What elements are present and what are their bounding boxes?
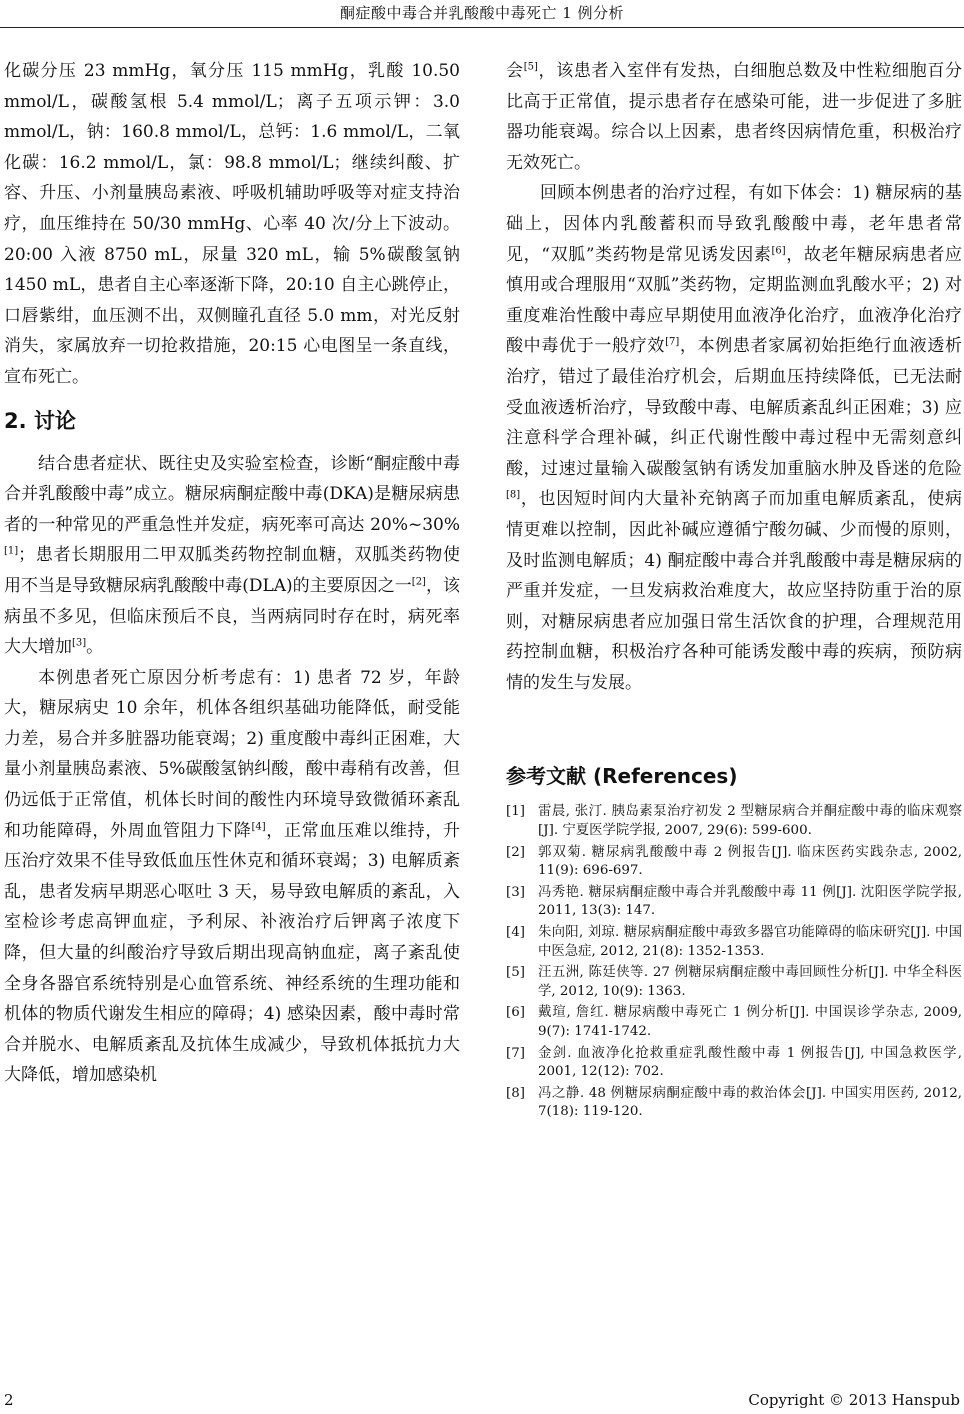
paragraph-lab-results: 化碳分压 23 mmHg，氧分压 115 mmHg，乳酸 10.50 mmol/L，碳酸氢根 5.4 mmol/L；离子五项示钾：3.0 mmol/L，钠：160.8 mmol/L，总钙：1.6 mmol/L，二氧化碳：16.2 mmol/L，氯：98.8 mmol/L；继续纠酸、扩容、升压、小剂量胰岛素液、呼吸机辅助呼吸等对症支持治疗，血压维持在 50/30 mmHg、心率 40 次/分上下波动。20:00 入液 8750 mL，尿量 320 mL，输 5%碳酸氢钠 1450 mL，患者自主心率逐渐下降，20:10 自主心跳停止，口唇紫绀，血压测不出，双侧瞳孔直径 5.0 mm，对光反射消失，家属放弃一切抢救措施，20:15 心电图呈一条直线，宣布死亡。 (4, 61, 460, 387)
reference-text: 戴瑄, 詹红. 糖尿病酸中毒死亡 1 例分析[J]. 中国误诊学杂志, 2009, 9(7): 1741-1742. (538, 1005, 962, 1039)
paragraph-infection-continued (506, 56, 962, 178)
copyright-notice: Copyright © 2013 Hanspub (748, 1391, 960, 1409)
text-segment: ，正常血压难以维持，升压治疗效果不佳导致低血压性休克和循环衰竭；3) 电解质紊乱，患者发病早期恶心呕吐 3 天，易导致电解质的紊乱，入室检诊考虑高钾血症，予利尿、补液治疗后钾离子浓度下降，但大量的纠酸治疗导致后期出现高钠血症，离子紊乱使全身各器官系统特别是心血管系统、神经系统的生理功能和机体的物质代谢发生相应的障碍；4) 感染因素，酸中毒时常合并脱水、电解质紊乱及抗体生成减少，导致机体抵抗力大大降低，增加感染机 (4, 820, 461, 1086)
reference-item (506, 964, 962, 1001)
reference-list (506, 803, 962, 1122)
reference-text: 冯之静. 48 例糖尿病酮症酸中毒的救治体会[J]. 中国实用医药, 2012, 7(18): 119-120. (538, 1085, 962, 1120)
text-segment: 本例患者死亡原因分析考虑有：1) 患者 72 岁，年龄大，糖尿病史 10 余年，机体各组织基础功能降低，耐受能力差，易合并多脏器功能衰竭；2) 重度酸中毒纠正困难，大量小剂量胰岛素液、5%碳酸氢钠纠酸，酸中毒稍有改善，但仍远低于正常值，机体长时间的酸性内环境导致微循环紊乱和功能障碍，外周血管阻力下降 (4, 667, 460, 841)
citation-ref-6[interactable]: [6] (771, 244, 786, 256)
paragraph-lessons (506, 178, 962, 698)
page-number: 2 (4, 1391, 14, 1409)
reference-text: 朱向阳, 刘琼. 糖尿病酮症酸中毒致多器官功能障碍的临床研究[J]. 中国中医急症, 2012, 21(8): 1352-1353. (538, 925, 962, 959)
reference-item (506, 1085, 962, 1122)
citation-ref-4[interactable]: [4] (251, 821, 266, 832)
reference-item (506, 924, 962, 961)
citation-ref-2[interactable]: [2] (411, 576, 426, 588)
reference-number: [4] (506, 925, 525, 941)
reference-item (506, 844, 962, 881)
references-heading: 参考文献 (References) (506, 764, 738, 789)
citation-ref-1[interactable]: [1] (4, 545, 19, 557)
reference-number: [2] (506, 844, 525, 860)
left-column (4, 56, 460, 1091)
text-segment: ，该病虽不多见，但临床预后不良，当两病同时存在时，病死率大大增加 (4, 575, 460, 658)
reference-number: [1] (506, 804, 525, 820)
text-segment: 会 (506, 61, 524, 81)
citation-ref-7[interactable]: [7] (665, 336, 680, 348)
header-rule (0, 27, 964, 28)
right-column (506, 56, 962, 1125)
reference-number: [8] (506, 1085, 525, 1101)
reference-text: 金剑. 血液净化抢救重症乳酸性酸中毒 1 例报告[J], 中国急救医学, 2001, 12(12): 702. (538, 1045, 962, 1080)
citation-ref-3[interactable]: [3] (72, 637, 87, 649)
text-segment: ，本例患者家属初始拒绝行血液透析治疗，错过了最佳治疗机会，后期血压持续降低，已无法耐受血液透析治疗，导致酸中毒、电解质紊乱纠正困难；3) 应注意科学合理补碱，纠正代谢性酸中毒过程中无需刻意纠酸，过速过量输入碳酸氢钠有诱发加重脑水肿及昏迷的危险 (506, 336, 963, 479)
text-segment: 回顾本例患者的治疗过程，有如下体会：1) 糖尿病的基础上，因体内乳酸蓄积而导致乳酸酸中毒，老年患者常见，“双胍”类药物是常见诱发因素 (506, 183, 962, 265)
paragraph-cause-analysis (4, 663, 460, 1091)
reference-item (506, 803, 962, 840)
text-segment: ，该患者入室伴有发热，白细胞总数及中性粒细胞百分比高于正常值，提示患者存在感染可能，进一步促进了多脏器功能衰竭。综合以上因素，患者终因病情危重，积极治疗无效死亡。 (506, 61, 963, 173)
citation-ref-5[interactable]: [5] (523, 61, 538, 73)
reference-number: [3] (506, 884, 525, 900)
reference-item (506, 1045, 962, 1082)
text-segment: ，也因短时间内大量补充钠离子而加重电解质紊乱，使病情更难以控制，因此补碱应遵循宁酸勿碱、少而慢的原则，及时监测电解质；4) 酮症酸中毒合并乳酸酸中毒是糖尿病的严重并发症，一旦发病救治难度大，故应坚持防重于治的原则，对糖尿病患者应加强日常生活饮食的护理，合理规范用药控制血糖，积极治疗各种可能诱发酸中毒的疾病，预防病情的发生与发展。 (506, 489, 962, 693)
citation-ref-8[interactable]: [8] (506, 489, 521, 501)
reference-text: 雷晨, 张汀. 胰岛素泵治疗初发 2 型糖尿病合并酮症酸中毒的临床观察[J]. 宁夏医学院学报, 2007, 29(6): 599-600. (538, 804, 962, 839)
reference-number: [7] (506, 1045, 525, 1061)
section-heading-discussion: 2. 讨论 (4, 408, 76, 433)
reference-text: 郭双菊. 糖尿病乳酸酸中毒 2 例报告[J]. 临床医药实践杂志, 2002, 11(9): 696-697. (538, 844, 962, 879)
reference-number: [6] (506, 1005, 525, 1021)
reference-item (506, 1004, 962, 1041)
running-header: 酮症酸中毒合并乳酸酸中毒死亡 1 例分析 (339, 4, 625, 22)
text-segment: 。 (86, 637, 104, 658)
text-segment: ，故老年糖尿病患者应慎用或合理服用“双胍”类药物，定期监测血乳酸水平；2) 对重度难治性酸中毒应早期使用血液净化治疗，血液净化治疗酸中毒优于一般疗效 (506, 244, 962, 357)
reference-text: 冯秀艳. 糖尿病酮症酸中毒合并乳酸酸中毒 11 例[J]. 沈阳医学院学报, 2011, 13(3): 147. (538, 884, 962, 919)
text-segment: ；患者长期服用二甲双胍类药物控制血糖，双胍类药物使用不当是导致糖尿病乳酸酸中毒(DLA)的主要原因之一 (4, 545, 460, 596)
reference-item (506, 884, 962, 921)
paragraph-diagnosis (4, 449, 460, 663)
reference-number: [5] (506, 965, 525, 981)
reference-text: 汪五洲, 陈廷侠等. 27 例糖尿病酮症酸中毒回顾性分析[J]. 中华全科医学, 2012, 10(9): 1363. (538, 965, 962, 999)
text-segment: 结合患者症状、既往史及实验室检查，诊断“酮症酸中毒合并乳酸酸中毒”成立。糖尿病酮症酸中毒(DKA)是糖尿病患者的一种常见的严重急性并发症，病死率可高达 20%~30% (4, 453, 460, 535)
